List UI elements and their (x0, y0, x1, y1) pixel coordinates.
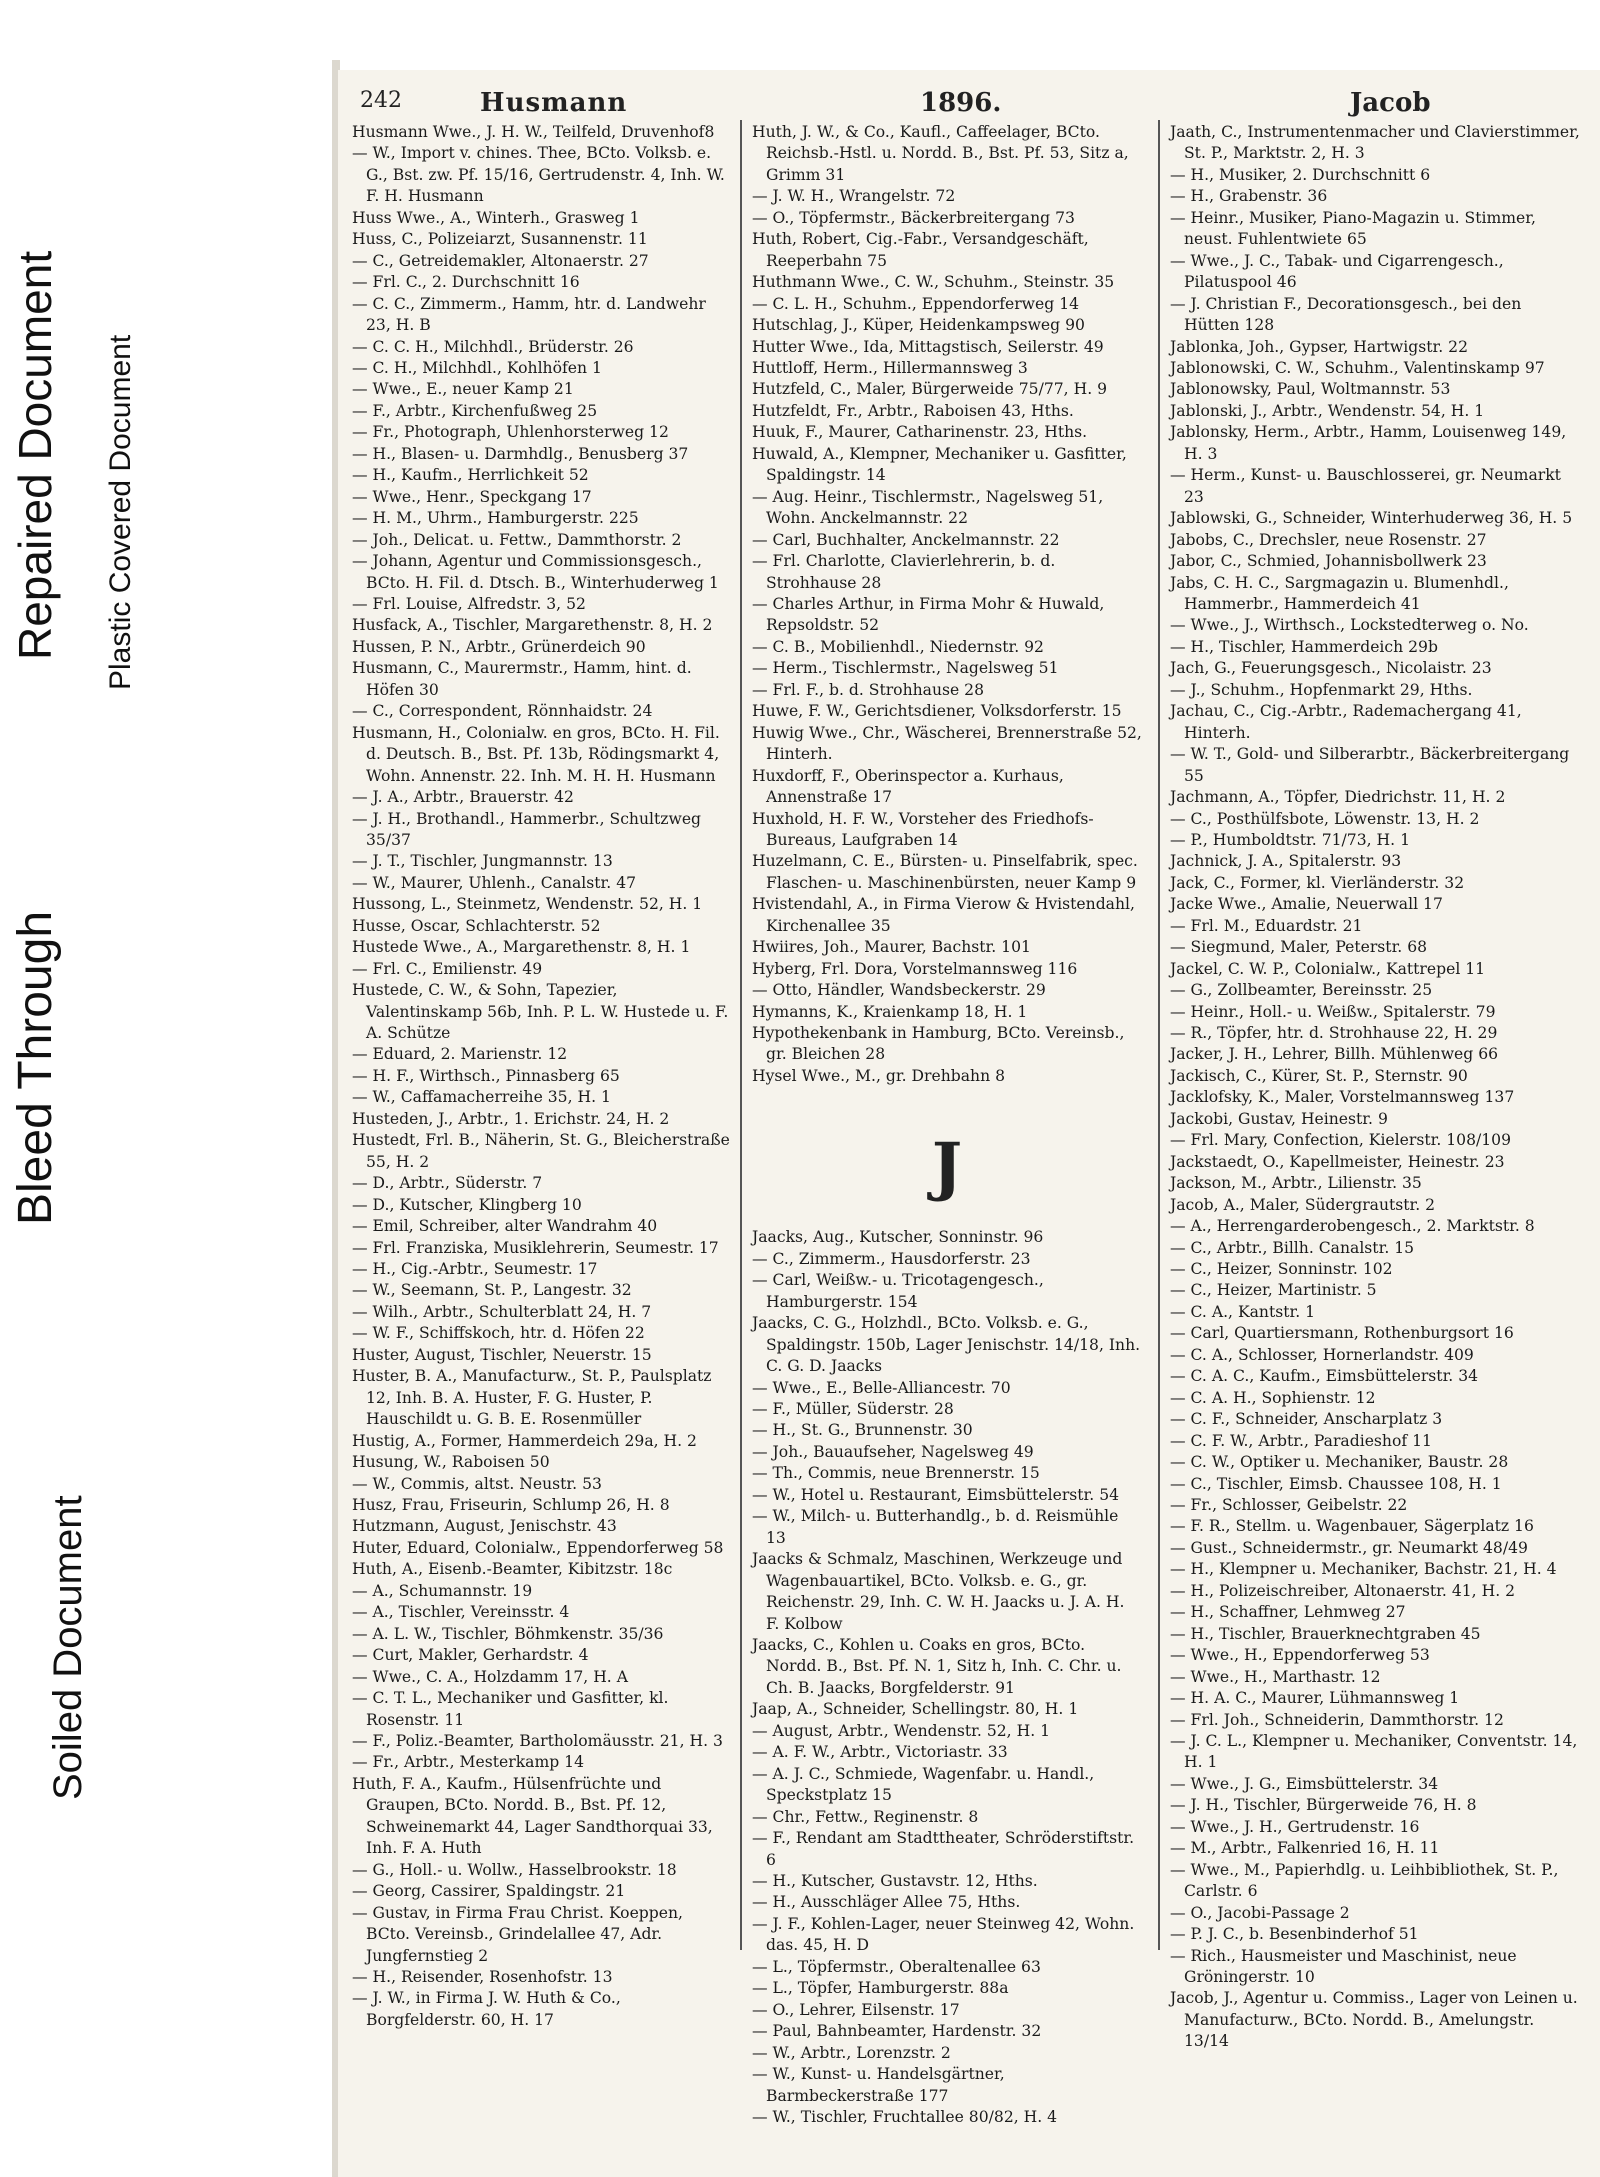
directory-entry: — M., Arbtr., Falkenried 16, H. 11 (1170, 1839, 1440, 1858)
directory-entry: — C., Heizer, Sonninstr. 102 (1170, 1260, 1393, 1279)
directory-entry: Hutzmann, August, Jenischstr. 43 (352, 1517, 617, 1536)
directory-entry: — J. C. L., Klempner u. Mechaniker, Conventstr. 14, H. 1 (1170, 1731, 1578, 1772)
directory-entry: — Wwe., E., Belle-Alliancestr. 70 (752, 1378, 1011, 1397)
directory-entry: — Eduard, 2. Marienstr. 12 (352, 1045, 568, 1064)
directory-entry: — Wilh., Arbtr., Schulterblatt 24, H. 7 (352, 1302, 652, 1321)
directory-entry: — Frl. Louise, Alfredstr. 3, 52 (352, 594, 586, 613)
column-rule-1 (740, 120, 742, 1950)
directory-entry: Huwig Wwe., Chr., Wäscherei, Brennerstraße 52, Hinterh. (752, 723, 1142, 764)
directory-entry: — Wwe., H., Marthastr. 12 (1170, 1667, 1381, 1686)
directory-entry: — Georg, Cassirer, Spaldingstr. 21 (352, 1882, 626, 1901)
directory-entry: Huter, Eduard, Colonialw., Eppendorferweg 58 (352, 1538, 724, 1557)
directory-entry: — W., Seemann, St. P., Langestr. 32 (352, 1281, 632, 1300)
directory-entry: — L., Töpfermstr., Oberaltenallee 63 (752, 1957, 1041, 1976)
label-strip (0, 0, 175, 2177)
directory-entry: — H., Grabenstr. 36 (1170, 187, 1328, 206)
directory-entry: — C., Correspondent, Rönnhaidstr. 24 (352, 702, 653, 721)
directory-entry: Husfack, A., Tischler, Margarethenstr. 8, H. 2 (352, 616, 713, 635)
directory-entry: — Charles Arthur, in Firma Mohr & Huwald, Repsoldstr. 52 (752, 594, 1105, 635)
directory-entry: — J. W. H., Wrangelstr. 72 (752, 187, 956, 206)
year-heading: 1896. (920, 88, 1002, 118)
left-catchword: Husmann (480, 88, 628, 118)
directory-entry: Jaath, C., Instrumentenmacher und Clavierstimmer, St. P., Marktstr. 2, H. 3 (1170, 123, 1580, 163)
directory-entry: Huss, C., Polizeiarzt, Susannenstr. 11 (352, 230, 648, 249)
directory-entry: Hutter Wwe., Ida, Mittagstisch, Seilerstr. 49 (752, 337, 1104, 356)
directory-entry: — Wwe., E., neuer Kamp 21 (352, 380, 574, 399)
directory-entry: — Carl, Quartiersmann, Rothenburgsort 16 (1170, 1324, 1514, 1343)
directory-entry: — Wwe., J. C., Tabak- und Cigarrengesch., Pilatuspool 46 (1170, 251, 1504, 292)
directory-entry: — Wwe., M., Papierhdlg. u. Leihbibliothek, St. P., Carlstr. 6 (1170, 1860, 1559, 1901)
directory-entry: Husmann, H., Colonialw. en gros, BCto. H. Fil. d. Deutsch. B., Bst. Pf. 13b, Rödingsmarkt 4, Wohn. Annenstr. 22. Inh. M. H. H. Husmann (352, 723, 720, 785)
directory-column-2 (752, 122, 1142, 2128)
directory-entry: — H., St. G., Brunnenstr. 30 (752, 1421, 973, 1440)
directory-entry: — H., Schaffner, Lehmweg 27 (1170, 1603, 1406, 1622)
column-rule-2 (1158, 120, 1160, 1950)
directory-entry: — Frl. Charlotte, Clavierlehrerin, b. d. Strohhause 28 (752, 552, 1056, 592)
directory-entry: Huzelmann, C. E., Bürsten- u. Pinselfabrik, spec. Flaschen- u. Maschinenbürsten, neuer Kamp 9 (752, 852, 1138, 892)
directory-entry: Jaap, A., Schneider, Schellingstr. 80, H. 1 (752, 1700, 1079, 1719)
directory-entry: Hwiires, Joh., Maurer, Bachstr. 101 (752, 938, 1031, 957)
directory-entry: — W., Arbtr., Lorenzstr. 2 (752, 2043, 951, 2062)
directory-entry: — H. A. C., Maurer, Lühmannsweg 1 (1170, 1689, 1460, 1708)
directory-entry: — H. F., Wirthsch., Pinnasberg 65 (352, 1066, 620, 1085)
directory-entry: Jablonski, J., Arbtr., Wendenstr. 54, H. 1 (1170, 401, 1485, 420)
directory-entry: — C. A. H., Sophienstr. 12 (1170, 1388, 1376, 1407)
directory-entry: — C. B., Mobilienhdl., Niedernstr. 92 (752, 637, 1044, 656)
directory-entry: — J., Schuhm., Hopfenmarkt 29, Hths. (1170, 680, 1473, 699)
directory-entry: — C. W., Optiker u. Mechaniker, Baustr. 28 (1170, 1453, 1509, 1472)
bleed-through-label: Bleed Through (9, 910, 62, 1225)
directory-entry: — Chr., Fettw., Reginenstr. 8 (752, 1807, 979, 1826)
directory-entry: — F., Poliz.-Beamter, Bartholomäusstr. 21, H. 3 (352, 1731, 723, 1750)
directory-entry: Hypothekenbank in Hamburg, BCto. Vereinsb., gr. Bleichen 28 (752, 1024, 1125, 1064)
directory-entry: — F. R., Stellm. u. Wagenbauer, Sägerplatz 16 (1170, 1517, 1534, 1536)
directory-entry: — Herm., Kunst- u. Bauschlosserei, gr. Neumarkt 23 (1170, 466, 1561, 506)
directory-entry: — Gust., Schneidermstr., gr. Neumarkt 48/49 (1170, 1538, 1528, 1557)
directory-entry: — W., Milch- u. Butterhandlg., b. d. Reismühle 13 (752, 1507, 1119, 1547)
directory-entry: — H., Kaufm., Herrlichkeit 52 (352, 466, 589, 485)
directory-entry: Jackisch, C., Kürer, St. P., Sternstr. 90 (1170, 1066, 1468, 1085)
directory-entry: Jackobi, Gustav, Heinestr. 9 (1170, 1109, 1388, 1128)
directory-entry: — H., Tischler, Brauerknechtgraben 45 (1170, 1624, 1481, 1643)
directory-entry: — W., Import v. chines. Thee, BCto. Volksb. e. G., Bst. zw. Pf. 15/16, Gertrudenstr. 4, Inh. W. F. H. Husmann (352, 144, 725, 206)
directory-entry: — J. H., Tischler, Bürgerweide 76, H. 8 (1170, 1796, 1477, 1815)
directory-entry: — Heinr., Holl.- u. Weißw., Spitalerstr. 79 (1170, 1002, 1496, 1021)
directory-entry: Huwe, F. W., Gerichtsdiener, Volksdorferstr. 15 (752, 702, 1122, 721)
directory-entry: — A., Schumannstr. 19 (352, 1581, 533, 1600)
directory-entry: Jacob, A., Maler, Südergrautstr. 2 (1170, 1195, 1436, 1214)
directory-entry: — Aug. Heinr., Tischlermstr., Nagelsweg 51, Wohn. Anckelmannstr. 22 (752, 487, 1104, 528)
directory-entry: Hutzfeldt, Fr., Arbtr., Raboisen 43, Hths. (752, 401, 1074, 420)
directory-entry: Hutzfeld, C., Maler, Bürgerweide 75/77, H. 9 (752, 380, 1108, 399)
directory-entry: — Frl. Mary, Confection, Kielerstr. 108/109 (1170, 1131, 1512, 1150)
directory-entry: — C., Zimmerm., Hausdorferstr. 23 (752, 1249, 1031, 1268)
directory-entry: — J. F., Kohlen-Lager, neuer Steinweg 42, Wohn. das. 45, H. D (752, 1914, 1135, 1955)
directory-entry: Husse, Oscar, Schlachterstr. 52 (352, 916, 601, 935)
directory-entry: Jablonka, Joh., Gypser, Hartwigstr. 22 (1170, 337, 1468, 356)
directory-entry: — H., Cig.-Arbtr., Seumestr. 17 (352, 1260, 598, 1279)
directory-entry: Jachau, C., Cig.-Arbtr., Rademachergang 41, Hinterh. (1170, 702, 1522, 742)
directory-entry: — C. A., Schlosser, Hornerlandstr. 409 (1170, 1345, 1474, 1364)
directory-entry: — Frl. Joh., Schneiderin, Dammthorstr. 12 (1170, 1710, 1504, 1729)
directory-entry: Hussong, L., Steinmetz, Wendenstr. 52, H. 1 (352, 895, 703, 914)
section-letter-j: J (931, 1129, 963, 1205)
directory-entry: — Paul, Bahnbeamter, Hardenstr. 32 (752, 2022, 1042, 2041)
directory-entry: Hustedt, Frl. B., Näherin, St. G., Bleicherstraße 55, H. 2 (352, 1131, 730, 1171)
directory-entry: — Wwe., J. H., Gertrudenstr. 16 (1170, 1817, 1420, 1836)
directory-entry: — C. L. H., Schuhm., Eppendorferweg 14 (752, 294, 1080, 313)
directory-entry: Huxdorff, F., Oberinspector a. Kurhaus, Annenstraße 17 (752, 766, 1064, 807)
directory-entry: — D., Arbtr., Süderstr. 7 (352, 1174, 543, 1193)
directory-entry: — W., Commis, altst. Neustr. 53 (352, 1474, 602, 1493)
directory-entry: — W. T., Gold- und Silberarbtr., Bäckerbreitergang 55 (1170, 745, 1570, 785)
directory-entry: — J. T., Tischler, Jungmannstr. 13 (352, 852, 613, 871)
directory-entry: Jackstaedt, O., Kapellmeister, Heinestr. 23 (1170, 1152, 1505, 1171)
directory-entry: Jablowski, G., Schneider, Winterhuderweg 36, H. 5 (1170, 509, 1573, 528)
directory-entry: — O., Lehrer, Eilsenstr. 17 (752, 2000, 960, 2019)
directory-entry: — Wwe., C. A., Holzdamm 17, H. A (352, 1667, 628, 1686)
directory-entry: — Fr., Photograph, Uhlenhorsterweg 12 (352, 423, 669, 442)
directory-entry: — J. A., Arbtr., Brauerstr. 42 (352, 788, 574, 807)
directory-entry: Jablonowsky, Paul, Woltmannstr. 53 (1170, 380, 1451, 399)
directory-entry: — W. F., Schiffskoch, htr. d. Höfen 22 (352, 1324, 645, 1343)
directory-entry: — Wwe., H., Eppendorferweg 53 (1170, 1646, 1430, 1665)
directory-entry: Jachmann, A., Töpfer, Diedrichstr. 11, H. 2 (1170, 788, 1506, 807)
directory-entry: — H., Tischler, Hammerdeich 29b (1170, 637, 1438, 656)
repaired-document-label: Repaired Document (9, 250, 61, 660)
directory-entry: Hymanns, K., Kraienkamp 18, H. 1 (752, 1002, 1028, 1021)
directory-entry: Huttloff, Herm., Hillermannsweg 3 (752, 358, 1028, 377)
directory-entry: Jablonowski, C. W., Schuhm., Valentinskamp 97 (1170, 358, 1545, 377)
directory-entry: — Fr., Schlosser, Geibelstr. 22 (1170, 1496, 1408, 1514)
directory-entry: Husmann, C., Maurermstr., Hamm, hint. d. Höfen 30 (352, 659, 692, 699)
directory-entry: Jachnick, J. A., Spitalerstr. 93 (1170, 852, 1402, 871)
directory-entry: — Frl. Franziska, Musiklehrerin, Seumestr. 17 (352, 1238, 719, 1257)
directory-entry: — Emil, Schreiber, alter Wandrahm 40 (352, 1217, 658, 1236)
directory-entry: Jaacks, C. G., Holzhdl., BCto. Volksb. e. G., Spaldingstr. 150b, Lager Jenischstr. 14/18, Inh. C. G. D. Jaacks (752, 1314, 1141, 1376)
directory-entry: Jaacks, C., Kohlen u. Coaks en gros, BCto. Nordd. B., Bst. Pf. N. 1, Sitz h, Inh. C. Chr. u. Ch. B. Jaacks, Borgfelderstr. 91 (752, 1636, 1122, 1697)
directory-entry: Hyberg, Frl. Dora, Vorstelmannsweg 116 (752, 959, 1078, 978)
directory-entry: Jacker, J. H., Lehrer, Billh. Mühlenweg 66 (1170, 1045, 1499, 1064)
directory-entry: — Herm., Tischlermstr., Nagelsweg 51 (752, 659, 1059, 678)
directory-column-3 (1170, 122, 1580, 2053)
directory-entry: — Frl. C., 2. Durchschnitt 16 (352, 273, 580, 292)
directory-entry: Huth, J. W., & Co., Kaufl., Caffeelager, BCto. Reichsb.-Hstl. u. Nordd. B., Bst. Pf. 53, Sitz a, Grimm 31 (752, 123, 1129, 184)
directory-entry: — L., Töpfer, Hamburgerstr. 88a (752, 1979, 1009, 1998)
directory-entry: — G., Holl.- u. Wollw., Hasselbrookstr. 18 (352, 1860, 677, 1879)
directory-entry: — H., Kutscher, Gustavstr. 12, Hths. (752, 1871, 1038, 1890)
directory-entry: — C., Tischler, Eimsb. Chaussee 108, H. 1 (1170, 1474, 1502, 1493)
directory-entry: — C., Heizer, Martinistr. 5 (1170, 1281, 1377, 1300)
directory-entry: Jach, G., Feuerungsgesch., Nicolaistr. 23 (1170, 659, 1492, 678)
directory-entry: — A., Tischler, Vereinsstr. 4 (352, 1603, 570, 1622)
directory-entry: Hvistendahl, A., in Firma Vierow & Hvistendahl, Kirchenallee 35 (752, 895, 1135, 935)
directory-entry: — H., Reisender, Rosenhofstr. 13 (352, 1967, 613, 1986)
directory-entry: Jacke Wwe., Amalie, Neuerwall 17 (1170, 895, 1443, 914)
directory-entry: — J. H., Brothandl., Hammerbr., Schultzweg 35/37 (352, 809, 702, 849)
directory-entry: — C. C., Zimmerm., Hamm, htr. d. Landwehr 23, H. B (352, 294, 706, 335)
directory-entry: — Johann, Agentur und Commissionsgesch., BCto. H. Fil. d. Dtsch. B., Winterhuderweg 1 (352, 552, 719, 592)
directory-entry: — O., Jacobi-Passage 2 (1170, 1903, 1350, 1922)
directory-entry: — J. W., in Firma J. W. Huth & Co., Borgfelderstr. 60, H. 17 (352, 1989, 621, 2029)
directory-entry: Jackson, M., Arbtr., Lilienstr. 35 (1170, 1174, 1422, 1193)
directory-entry: Jabobs, C., Drechsler, neue Rosenstr. 27 (1170, 530, 1487, 549)
directory-entry: — D., Kutscher, Klingberg 10 (352, 1195, 582, 1214)
directory-entry: Jack, C., Former, kl. Vierländerstr. 32 (1170, 873, 1465, 892)
directory-entry: Jaacks, Aug., Kutscher, Sonninstr. 96 (752, 1228, 1044, 1247)
directory-entry: — H. M., Uhrm., Hamburgerstr. 225 (352, 509, 639, 528)
directory-entry: — W., Maurer, Uhlenh., Canalstr. 47 (352, 873, 637, 892)
directory-entry: — August, Arbtr., Wendenstr. 52, H. 1 (752, 1721, 1051, 1740)
directory-entry: — W., Hotel u. Restaurant, Eimsbüttelerstr. 54 (752, 1485, 1120, 1504)
directory-entry: — Frl. F., b. d. Strohhause 28 (752, 680, 985, 699)
directory-entry: — J. Christian F., Decorationsgesch., bei den Hütten 128 (1170, 294, 1522, 335)
directory-entry: — F., Müller, Süderstr. 28 (752, 1400, 954, 1419)
directory-entry: — C., Getreidemakler, Altonaerstr. 27 (352, 251, 649, 270)
directory-entry: Huthmann Wwe., C. W., Schuhm., Steinstr. 35 (752, 273, 1115, 292)
directory-entry: — H., Blasen- u. Darmhdlg., Benusberg 37 (352, 444, 689, 463)
directory-entry: Huxhold, H. F. W., Vorsteher des Friedhofs-Bureaus, Laufgraben 14 (752, 809, 1094, 849)
directory-entry: — A. F. W., Arbtr., Victoriastr. 33 (752, 1743, 1008, 1762)
directory-entry: — Curt, Makler, Gerhardstr. 4 (352, 1646, 589, 1665)
right-catchword: Jacob (1350, 88, 1431, 118)
directory-entry: Jackel, C. W. P., Colonialw., Kattrepel 11 (1170, 959, 1486, 978)
directory-entry: Hysel Wwe., M., gr. Drehbahn 8 (752, 1066, 1006, 1085)
directory-entry: — Otto, Händler, Wandsbeckerstr. 29 (752, 981, 1046, 1000)
directory-entry: Husteden, J., Arbtr., 1. Erichstr. 24, H. 2 (352, 1109, 670, 1128)
directory-entry: — W., Tischler, Fruchtallee 80/82, H. 4 (752, 2107, 1058, 2126)
directory-entry: Huth, F. A., Kaufm., Hülsenfrüchte und Graupen, BCto. Nordd. B., Bst. Pf. 12, Schweinemarkt 44, Lager Sandthorquai 33, Inh. F. A. Huth (352, 1774, 713, 1858)
directory-entry: — Wwe., J., Wirthsch., Lockstedterweg o. No. (1170, 616, 1529, 635)
directory-entry: — Wwe., J. G., Eimsbüttelerstr. 34 (1170, 1774, 1439, 1793)
directory-entry: Huth, Robert, Cig.-Fabr., Versandgeschäft, Reeperbahn 75 (752, 230, 1089, 270)
directory-entry: — Fr., Arbtr., Mesterkamp 14 (352, 1753, 585, 1772)
directory-entry: — C. H., Milchhdl., Kohlhöfen 1 (352, 358, 602, 377)
directory-entry: Hussen, P. N., Arbtr., Grünerdeich 90 (352, 637, 646, 656)
directory-entry: — Joh., Bauaufseher, Nagelsweg 49 (752, 1442, 1034, 1461)
directory-entry: — R., Töpfer, htr. d. Strohhause 22, H. 29 (1170, 1024, 1498, 1043)
directory-entry: — C. A. C., Kaufm., Eimsbüttelerstr. 34 (1170, 1367, 1479, 1386)
directory-entry: Jacklofsky, K., Maler, Vorstelmannsweg 137 (1170, 1088, 1515, 1107)
directory-entry: Huster, B. A., Manufacturw., St. P., Paulsplatz 12, Inh. B. A. Huster, F. G. Huster, P. Hauschildt u. G. B. E. Rosenmüller (352, 1367, 712, 1429)
directory-entry: Huster, August, Tischler, Neuerstr. 15 (352, 1345, 652, 1364)
directory-entry: Huth, A., Eisenb.-Beamter, Kibitzstr. 18c (352, 1560, 673, 1579)
directory-entry: — Siegmund, Maler, Peterstr. 68 (1170, 938, 1428, 957)
soiled-document-label: Soiled Document (46, 1495, 90, 1800)
directory-entry: — Wwe., Henr., Speckgang 17 (352, 487, 592, 506)
directory-entry: — F., Rendant am Stadttheater, Schröderstiftstr. 6 (752, 1829, 1135, 1869)
directory-entry: Husz, Frau, Friseurin, Schlump 26, H. 8 (352, 1496, 670, 1514)
directory-entry: — Joh., Delicat. u. Fettw., Dammthorstr. 2 (352, 530, 682, 549)
directory-entry: Huuk, F., Maurer, Catharinenstr. 23, Hths. (752, 423, 1088, 442)
directory-entry: — H., Musiker, 2. Durchschnitt 6 (1170, 165, 1431, 184)
directory-entry: — H., Ausschläger Allee 75, Hths. (752, 1893, 1021, 1912)
directory-entry: — A., Herrengarderobengesch., 2. Marktstr. 8 (1170, 1217, 1535, 1236)
directory-entry: — C. F. W., Arbtr., Paradieshof 11 (1170, 1431, 1432, 1450)
directory-entry: Huss Wwe., A., Winterh., Grasweg 1 (352, 208, 640, 227)
directory-entry: Hutschlag, J., Küper, Heidenkampsweg 90 (752, 316, 1085, 335)
directory-entry: — F., Arbtr., Kirchenfußweg 25 (352, 401, 598, 420)
directory-entry: Hustede, C. W., & Sohn, Tapezier, Valentinskamp 56b, Inh. P. L. W. Hustede u. F. A. Schütze (352, 981, 729, 1043)
directory-entry: — Carl, Weißw.- u. Tricotagengesch., Hamburgerstr. 154 (752, 1271, 1044, 1311)
directory-entry: Husmann Wwe., J. H. W., Teilfeld, Druvenhof8 (352, 123, 715, 141)
directory-entry: Huwald, A., Klempner, Mechaniker u. Gasfitter, Spaldingstr. 14 (752, 444, 1127, 485)
directory-entry: — A. J. C., Schmiede, Wagenfabr. u. Handl., Speckstplatz 15 (752, 1764, 1095, 1805)
directory-entry: — C. C. H., Milchhdl., Brüderstr. 26 (352, 337, 634, 356)
directory-entry: Jabor, C., Schmied, Johannisbollwerk 23 (1170, 552, 1487, 571)
directory-entry: Hustig, A., Former, Hammerdeich 29a, H. 2 (352, 1431, 697, 1450)
directory-entry: — Gustav, in Firma Frau Christ. Koeppen, BCto. Vereinsb., Grindelallee 47, Adr. Jungfernstieg 2 (352, 1903, 683, 1965)
directory-entry: — H., Polizeischreiber, Altonaerstr. 41, H. 2 (1170, 1581, 1516, 1600)
directory-entry: Jacob, J., Agentur u. Commiss., Lager von Leinen u. Manufacturw., BCto. Nordd. B., Amelungstr. 13/14 (1170, 1989, 1578, 2051)
directory-entry: — Carl, Buchhalter, Anckelmannstr. 22 (752, 530, 1060, 549)
directory-entry: — P. J. C., b. Besenbinderhof 51 (1170, 1925, 1419, 1944)
directory-entry: Jablonsky, Herm., Arbtr., Hamm, Louisenweg 149, H. 3 (1170, 423, 1567, 463)
directory-entry: — P., Humboldtstr. 71/73, H. 1 (1170, 830, 1410, 849)
plastic-covered-document-label: Plastic Covered Document (104, 334, 137, 690)
directory-entry: Hustede Wwe., A., Margarethenstr. 8, H. 1 (352, 938, 691, 957)
directory-entry: Jabs, C. H. C., Sargmagazin u. Blumenhdl., Hammerbr., Hammerdeich 41 (1170, 573, 1509, 613)
directory-entry: Husung, W., Raboisen 50 (352, 1453, 550, 1472)
directory-entry: — C. F., Schneider, Anscharplatz 3 (1170, 1410, 1443, 1429)
directory-entry: — Frl. M., Eduardstr. 21 (1170, 916, 1363, 935)
directory-entry: — C. T. L., Mechaniker und Gasfitter, kl. Rosenstr. 11 (352, 1689, 669, 1729)
directory-column-1 (352, 122, 730, 2031)
directory-entry: — Th., Commis, neue Brennerstr. 15 (752, 1464, 1040, 1483)
directory-entry: — W., Caffamacherreihe 35, H. 1 (352, 1088, 611, 1107)
directory-entry: — A. L. W., Tischler, Böhmkenstr. 35/36 (352, 1624, 664, 1643)
directory-entry: — H., Klempner u. Mechaniker, Bachstr. 21, H. 4 (1170, 1560, 1557, 1579)
directory-entry: Jaacks & Schmalz, Maschinen, Werkzeuge und Wagenbauartikel, BCto. Volksb. e. G., gr. Reichenstr. 29, Inh. C. W. H. Jaacks u. J. A. H. F. Kolbow (752, 1550, 1125, 1633)
page-number: 242 (360, 88, 402, 113)
directory-entry: — Rich., Hausmeister und Maschinist, neue Gröningerstr. 10 (1170, 1946, 1517, 1986)
directory-entry: — C., Arbtr., Billh. Canalstr. 15 (1170, 1238, 1415, 1257)
directory-entry: — C. A., Kantstr. 1 (1170, 1302, 1316, 1321)
directory-entry: — G., Zollbeamter, Bereinsstr. 25 (1170, 981, 1433, 1000)
directory-entry: — C., Posthülfsbote, Löwenstr. 13, H. 2 (1170, 809, 1480, 828)
directory-entry: — O., Töpfermstr., Bäckerbreitergang 73 (752, 208, 1075, 227)
directory-entry: — W., Kunst- u. Handelsgärtner, Barmbeckerstraße 177 (752, 2065, 1005, 2105)
directory-entry: — Heinr., Musiker, Piano-Magazin u. Stimmer, neust. Fuhlentwiete 65 (1170, 208, 1536, 249)
directory-entry: — Frl. C., Emilienstr. 49 (352, 959, 543, 978)
